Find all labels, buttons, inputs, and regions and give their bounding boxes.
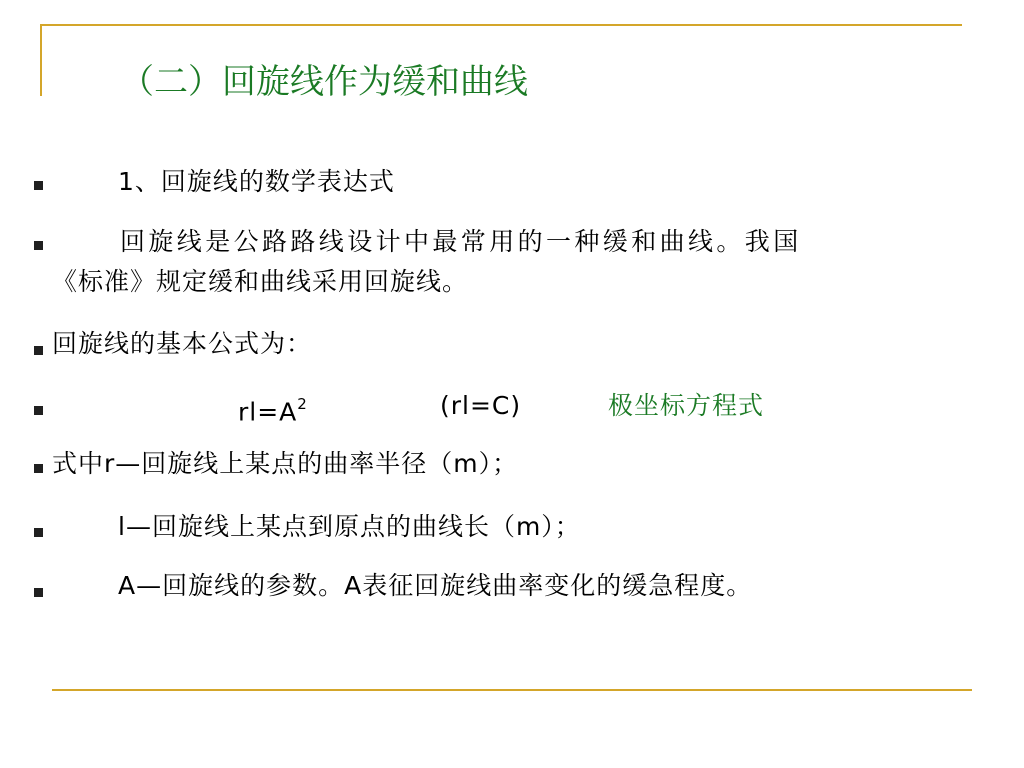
bullet-marker — [34, 346, 43, 355]
bullet-marker — [34, 528, 43, 537]
heading-text: 1、回旋线的数学表达式 — [118, 167, 395, 196]
formula-exponent: 2 — [297, 395, 308, 413]
top-rule — [40, 24, 962, 26]
formula-label: 极坐标方程式 — [608, 391, 765, 420]
bullet-marker — [34, 464, 43, 473]
slide-title: （二）回旋线作为缓和曲线 — [120, 62, 528, 102]
bullet-marker — [34, 181, 43, 190]
left-rule — [40, 24, 42, 96]
paragraph-line-1: 回旋线是公路路线设计中最常用的一种缓和曲线。我国 — [120, 227, 802, 256]
definition-l: l—回旋线上某点到原点的曲线长（m）； — [118, 512, 581, 541]
bullet-marker — [34, 588, 43, 597]
formula-condition: (rl=C) — [440, 391, 522, 420]
paragraph-line-2: 《标准》规定缓和曲线采用回旋线。 — [52, 267, 469, 296]
definition-a: A—回旋线的参数。A表征回旋线曲率变化的缓急程度。 — [118, 571, 753, 600]
bullet-marker — [34, 241, 43, 250]
basic-formula-text: 回旋线的基本公式为： — [52, 329, 313, 358]
bullet-marker — [34, 406, 43, 415]
definition-r: 式中r—回旋线上某点的曲率半径（m）； — [52, 449, 519, 478]
bottom-rule — [52, 689, 972, 691]
formula-equation — [238, 388, 308, 430]
formula-base: rl=A — [238, 397, 298, 427]
